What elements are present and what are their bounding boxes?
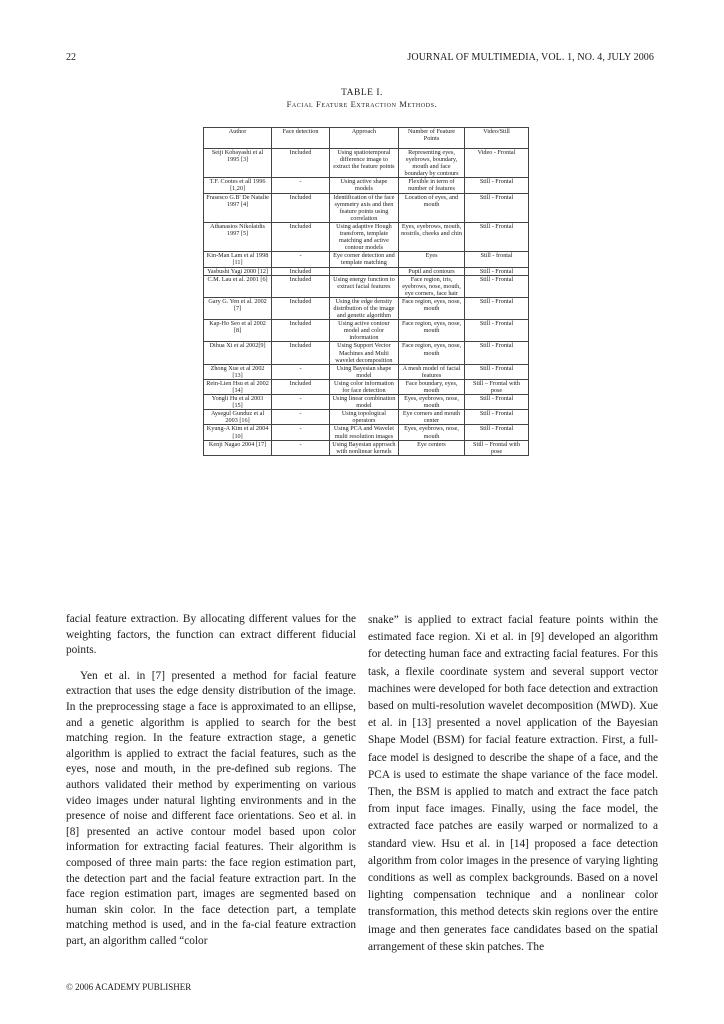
- feature-points-cell: Flexible in term of number of features: [398, 178, 464, 193]
- author-cell: Zhong Xue et al 2002 [13]: [204, 364, 272, 379]
- table-row: [204, 149, 529, 178]
- table-row: [204, 222, 529, 251]
- author-cell: Kap-Ho Seo et al 2002 [8]: [204, 320, 272, 342]
- face-detection-cell: -: [272, 410, 330, 425]
- video-still-cell: Still - Frontal: [465, 364, 529, 379]
- table-row: [204, 364, 529, 379]
- feature-points-cell: Pupil and contours: [398, 267, 464, 275]
- feature-points-cell: Face boundary, eyes, mouth: [398, 379, 464, 394]
- video-still-cell: Still – Frontal with pose: [465, 379, 529, 394]
- author-cell: Gary G. Yen et al. 2002 [7]: [204, 297, 272, 319]
- video-still-cell: Still - frontal: [465, 252, 529, 267]
- table-row: [204, 193, 529, 222]
- feature-points-cell: Eye corners and mouth center: [398, 410, 464, 425]
- face-detection-cell: -: [272, 364, 330, 379]
- table-row: [204, 342, 529, 364]
- page-number: 22: [66, 52, 76, 63]
- face-detection-cell: Included: [272, 379, 330, 394]
- table-body: [204, 149, 529, 456]
- face-detection-cell: Included: [272, 193, 330, 222]
- feature-points-cell: A mesh model of facial features: [398, 364, 464, 379]
- author-cell: Yongli Hu et al 2003 [15]: [204, 395, 272, 410]
- approach-cell: Using linear combination model: [329, 395, 398, 410]
- column-header-face-detection: Face detection: [272, 128, 330, 149]
- feature-points-cell: Location of eyes, and mouth: [398, 193, 464, 222]
- feature-extraction-table: [203, 127, 529, 456]
- approach-cell: Using active contour model and color information: [329, 320, 398, 342]
- approach-cell: Using Support Vector Machines and Multi wavelet decomposition: [329, 342, 398, 364]
- approach-cell: Using PCA and Wavelet multi resolution images: [329, 425, 398, 440]
- feature-points-cell: Face region, iris, eyebrows, nose, mouth, eye corners, face hair: [398, 275, 464, 297]
- feature-points-cell: Face region, eyes, nose, mouth: [398, 320, 464, 342]
- author-cell: Yasbushi Yagi 2000 [12]: [204, 267, 272, 275]
- table-row: [204, 379, 529, 394]
- left-column: [66, 612, 356, 949]
- author-cell: Athanasios Nikolaidis 1997 [5]: [204, 222, 272, 251]
- author-cell: T.F. Cootes et all 1996 [1,20]: [204, 178, 272, 193]
- video-still-cell: Still - Frontal: [465, 425, 529, 440]
- author-cell: Kin-Man Lam et al 1998 [11]: [204, 252, 272, 267]
- table-row: [204, 320, 529, 342]
- face-detection-cell: -: [272, 252, 330, 267]
- approach-cell: Using energy function to extract facial features: [329, 275, 398, 297]
- author-cell: Kenji Nagao 2004 [17]: [204, 440, 272, 455]
- column-header-feature-points: Number of Feature Points: [398, 128, 464, 149]
- video-still-cell: Still - Frontal: [465, 267, 529, 275]
- column-header-approach: Approach: [329, 128, 398, 149]
- feature-points-cell: Eyes: [398, 252, 464, 267]
- face-detection-cell: -: [272, 178, 330, 193]
- video-still-cell: Still - Frontal: [465, 297, 529, 319]
- approach-cell: [329, 267, 398, 275]
- table-row: [204, 425, 529, 440]
- column-header-author: Author: [204, 128, 272, 149]
- table-row: [204, 275, 529, 297]
- approach-cell: Using topological operators: [329, 410, 398, 425]
- video-still-cell: Still - Frontal: [465, 410, 529, 425]
- video-still-cell: Still - Frontal: [465, 275, 529, 297]
- feature-points-cell: Eyes, eyebrows, mouth, nostrils, cheeks and chin: [398, 222, 464, 251]
- approach-cell: Identification of the face symmetry axis and then feature points using correlation: [329, 193, 398, 222]
- table-row: [204, 297, 529, 319]
- right-column: [368, 612, 658, 956]
- face-detection-cell: Included: [272, 342, 330, 364]
- approach-cell: Using active shape models: [329, 178, 398, 193]
- face-detection-cell: -: [272, 440, 330, 455]
- author-cell: Frasesco G.B' De Natalie 1997 [4]: [204, 193, 272, 222]
- feature-points-cell: Eye centers: [398, 440, 464, 455]
- approach-cell: Using adaptive Hough transform, template matching and active contour models: [329, 222, 398, 251]
- face-detection-cell: Included: [272, 320, 330, 342]
- approach-cell: Using Bayesian approach with nonlinear kernels: [329, 440, 398, 455]
- face-detection-cell: Included: [272, 297, 330, 319]
- feature-points-cell: Representing eyes, eyebrows, boundary, mouth and face boundary by contours: [398, 149, 464, 178]
- table-row: [204, 178, 529, 193]
- table-row: [204, 440, 529, 455]
- column-header-video-still: Video/Still: [465, 128, 529, 149]
- video-still-cell: Still – Frontal with pose: [465, 440, 529, 455]
- author-cell: C.M. Lau et al. 2001 [6]: [204, 275, 272, 297]
- face-detection-cell: -: [272, 395, 330, 410]
- approach-cell: Using color information for face detection: [329, 379, 398, 394]
- author-cell: Seiji Kobayashi et al 1995 [3]: [204, 149, 272, 178]
- copyright-footer: © 2006 ACADEMY PUBLISHER: [66, 982, 192, 992]
- video-still-cell: Still - Frontal: [465, 395, 529, 410]
- author-cell: Rein-Lien Hsu et al 2002 [14]: [204, 379, 272, 394]
- feature-points-cell: Eyes, eyebrows, nose, mouth: [398, 425, 464, 440]
- feature-points-cell: Face region, eyes, nose, mouth: [398, 297, 464, 319]
- feature-points-cell: Face region, eyes, nose, mouth: [398, 342, 464, 364]
- video-still-cell: Still - Frontal: [465, 178, 529, 193]
- approach-cell: Using spatiotemporal difference image to extract the feature points: [329, 149, 398, 178]
- video-still-cell: Still - Frontal: [465, 222, 529, 251]
- face-detection-cell: Included: [272, 149, 330, 178]
- face-detection-cell: Included: [272, 267, 330, 275]
- table-row: [204, 267, 529, 275]
- paragraph: snake” is applied to extract facial feature points within the estimated face region. Xi et al. in [9] developed an algorithm for detecting human face and extracting facial features. For this task, a flexile coordinate system and several support vector machines were developed for both face detection and extraction based on multi-resolution wavelet decomposition (MWD). Xue et al. in [13] presented a novel application of the Bayesian Shape Model (BSM) for facial feature extraction. First, a full-face model is designed to describe the shape of a face, and the PCA is used to estimate the shape variance of the face model. Then, the BSM is applied to match and extract the face patch from input face images. Finally, using the face model, the extracted face patches are easily warped or normalized to a standard view. Hsu et al. in [14] proposed a face detection algorithm from color images in the presence of varying lighting conditions as well as complex backgrounds. Based on a novel lighting compensation technique and a nonlinear color transformation, this method detects skin regions over the entire image and then generates face candidates based on the spatial arrangement of these skin patches. The: [368, 614, 658, 953]
- paragraph: Yen et al. in [7] presented a method for facial feature extraction that uses the edge density distribution of the image. In the preprocessing stage a face is approximated to an ellipse, and a genetic algorithm is applied to search for the best matching region. In the feature extraction stage, a genetic algorithm is applied to extract the facial features, such as the eyes, nose and mouth, in the pre-defined sub regions. The authors validated their method by experimenting on various video images under natural lighting environments and in the presence of noise and different face orientations. Seo et al. in [8] presented an active contour model based upon color information for extracting facial features. Their algorithm is composed of three main parts: the face region estimation part, the detection part and the facial feature extraction part. In the face region estimation part, images are segmented based on human skin color. In the face detection part, a template matching method is used, and in the fa-cial feature extraction part, an algorithm called “color: [66, 669, 356, 947]
- feature-points-cell: Eyes, eyebrows, nose, mouth: [398, 395, 464, 410]
- table-title: Facial Feature Extraction Methods.: [286, 99, 438, 109]
- video-still-cell: Still - Frontal: [465, 342, 529, 364]
- video-still-cell: Still - Frontal: [465, 193, 529, 222]
- approach-cell: Eye corner detection and template matching: [329, 252, 398, 267]
- table-header-row: [204, 128, 529, 149]
- table-row: [204, 252, 529, 267]
- video-still-cell: Still - Frontal: [465, 320, 529, 342]
- face-detection-cell: Included: [272, 222, 330, 251]
- paragraph: facial feature extraction. By allocating different values for the weighting factors, the function can extract different fiducial points.: [66, 613, 356, 657]
- running-header: JOURNAL OF MULTIMEDIA, VOL. 1, NO. 4, JULY 2006: [407, 52, 654, 63]
- approach-cell: Using the edge density distribution of the image and genetic algorithm: [329, 297, 398, 319]
- face-detection-cell: Included: [272, 275, 330, 297]
- approach-cell: Using Bayesian shape model: [329, 364, 398, 379]
- table-row: [204, 410, 529, 425]
- table-row: [204, 395, 529, 410]
- face-detection-cell: -: [272, 425, 330, 440]
- author-cell: Kyung-A Kim et al 2004 [10]: [204, 425, 272, 440]
- author-cell: Dihua Xi et al 2002[9]: [204, 342, 272, 364]
- video-still-cell: Video - Frontal: [465, 149, 529, 178]
- author-cell: Aysegul Gunduz et al 2003 [16]: [204, 410, 272, 425]
- table-label: TABLE I.: [341, 88, 383, 98]
